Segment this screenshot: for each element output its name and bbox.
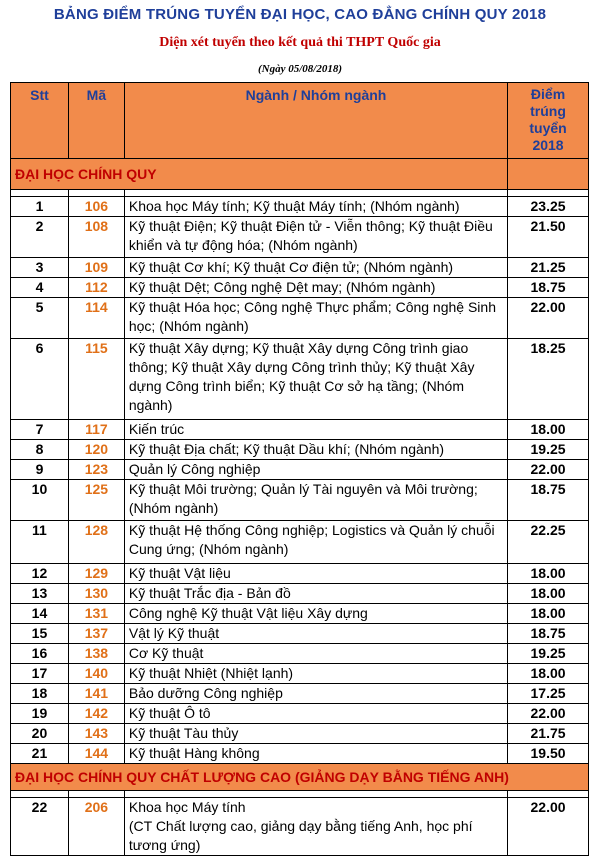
spacer-row [11, 791, 589, 798]
table-row [11, 521, 589, 564]
row-major: Kỹ thuật Ô tô [124, 704, 507, 724]
row-major: Vật lý Kỹ thuật [124, 624, 507, 644]
row-score: 19.25 [508, 440, 589, 460]
spacer-row [11, 190, 589, 197]
row-code: 128 [68, 521, 124, 564]
row-stt: 5 [11, 298, 69, 339]
row-code: 106 [68, 197, 124, 217]
row-score: 18.75 [508, 278, 589, 298]
col-header-diem-line: trúng [530, 103, 566, 119]
row-score: 22.00 [508, 298, 589, 339]
row-code: 125 [68, 480, 124, 521]
row-score: 18.00 [508, 664, 589, 684]
row-stt: 15 [11, 624, 69, 644]
table-row [11, 564, 589, 584]
spacer-cell [11, 190, 69, 197]
col-header-ma: Mã [68, 83, 124, 159]
row-stt: 21 [11, 744, 69, 764]
col-header-diem-line: tuyển [529, 120, 567, 136]
row-major: Kỹ thuật Cơ khí; Kỹ thuật Cơ điện tử; (Nhóm ngành) [124, 258, 507, 278]
row-score: 23.25 [508, 197, 589, 217]
row-code: 143 [68, 724, 124, 744]
row-code: 114 [68, 298, 124, 339]
row-score: 18.75 [508, 480, 589, 521]
table-row [11, 704, 589, 724]
table-row [11, 624, 589, 644]
row-code: 137 [68, 624, 124, 644]
row-major [124, 798, 507, 856]
page-subtitle: Diện xét tuyển theo kết quả thi THPT Quốc gia [159, 35, 441, 50]
row-code: 141 [68, 684, 124, 704]
row-major: Kỹ thuật Hàng không [124, 744, 507, 764]
row-stt: 22 [11, 798, 69, 856]
table-row [11, 584, 589, 604]
section-label: ĐẠI HỌC CHÍNH QUY [11, 159, 508, 190]
row-code: 129 [68, 564, 124, 584]
row-major: Quản lý Công nghiệp [124, 460, 507, 480]
table-row [11, 480, 589, 521]
row-code: 120 [68, 440, 124, 460]
table-row [11, 604, 589, 624]
row-major: Công nghệ Kỹ thuật Vật liệu Xây dựng [124, 604, 507, 624]
table-row [11, 460, 589, 480]
row-code: 112 [68, 278, 124, 298]
row-code: 130 [68, 584, 124, 604]
section-row-high-quality [11, 764, 589, 791]
row-stt: 8 [11, 440, 69, 460]
row-score: 18.00 [508, 420, 589, 440]
row-code: 108 [68, 217, 124, 258]
table-row [11, 440, 589, 460]
spacer-cell [508, 791, 589, 798]
page-date: (Ngày 05/08/2018) [257, 63, 342, 75]
col-header-stt: Stt [11, 83, 69, 159]
col-header-diem-line: Điểm [530, 86, 566, 102]
row-code: 109 [68, 258, 124, 278]
row-code: 206 [68, 798, 124, 856]
row-code: 140 [68, 664, 124, 684]
col-header-nganh: Ngành / Nhóm ngành [124, 83, 507, 159]
row-stt: 17 [11, 664, 69, 684]
spacer-cell [124, 791, 507, 798]
row-major: Khoa học Máy tính; Kỹ thuật Máy tính; (Nhóm ngành) [124, 197, 507, 217]
spacer-cell [508, 190, 589, 197]
row-score: 22.00 [508, 460, 589, 480]
table-row [11, 798, 589, 856]
row-score: 19.25 [508, 644, 589, 664]
row-code: 144 [68, 744, 124, 764]
row-code: 138 [68, 644, 124, 664]
row-score: 21.50 [508, 217, 589, 258]
row-score: 19.50 [508, 744, 589, 764]
row-score: 21.25 [508, 258, 589, 278]
row-stt: 14 [11, 604, 69, 624]
row-code: 123 [68, 460, 124, 480]
row-stt: 11 [11, 521, 69, 564]
row-stt: 2 [11, 217, 69, 258]
spacer-cell [124, 190, 507, 197]
table-row [11, 339, 589, 420]
row-score: 18.25 [508, 339, 589, 420]
score-table [10, 82, 589, 856]
row-major-note: (CT Chất lượng cao, giảng dạy bằng tiếng Anh, học phí tương ứng) [128, 818, 473, 853]
spacer-cell [68, 791, 124, 798]
row-code: 115 [68, 339, 124, 420]
row-stt: 16 [11, 644, 69, 664]
row-major: Cơ Kỹ thuật [124, 644, 507, 664]
spacer-cell [68, 190, 124, 197]
section-label: ĐẠI HỌC CHÍNH QUY CHẤT LƯỢNG CAO (GIẢNG DẠY BẰNG TIẾNG ANH) [11, 764, 589, 791]
row-stt: 1 [11, 197, 69, 217]
section-blank-cell [508, 159, 589, 190]
row-score: 22.25 [508, 521, 589, 564]
table-row [11, 744, 589, 764]
row-stt: 4 [11, 278, 69, 298]
row-major: Kỹ thuật Tàu thủy [124, 724, 507, 744]
row-major: Kỹ thuật Điện; Kỹ thuật Điện tử - Viễn thông; Kỹ thuật Điều khiển và tự động hóa; (Nhóm ngành) [124, 217, 507, 258]
row-major: Bảo dưỡng Công nghiệp [124, 684, 507, 704]
table-row [11, 664, 589, 684]
row-major-line: Khoa học Máy tính [128, 799, 246, 815]
row-stt: 6 [11, 339, 69, 420]
row-score: 18.00 [508, 564, 589, 584]
row-major: Kỹ thuật Trắc địa - Bản đồ [124, 584, 507, 604]
row-stt: 7 [11, 420, 69, 440]
row-score: 22.00 [508, 798, 589, 856]
table-row [11, 217, 589, 258]
section-row-regular [11, 159, 589, 190]
row-major: Kiến trúc [124, 420, 507, 440]
row-stt: 12 [11, 564, 69, 584]
table-row [11, 258, 589, 278]
row-code: 131 [68, 604, 124, 624]
table-row [11, 644, 589, 664]
row-score: 17.25 [508, 684, 589, 704]
row-stt: 3 [11, 258, 69, 278]
row-major: Kỹ thuật Môi trường; Quản lý Tài nguyên và Môi trường; (Nhóm ngành) [124, 480, 507, 521]
table-header-row [11, 83, 589, 159]
row-stt: 18 [11, 684, 69, 704]
row-score: 18.00 [508, 584, 589, 604]
row-major: Kỹ thuật Hệ thống Công nghiệp; Logistics và Quản lý chuỗi Cung ứng; (Nhóm ngành) [124, 521, 507, 564]
table-row [11, 197, 589, 217]
table-row [11, 724, 589, 744]
row-stt: 13 [11, 584, 69, 604]
table-row [11, 298, 589, 339]
table-row [11, 278, 589, 298]
row-major: Kỹ thuật Vật liệu [124, 564, 507, 584]
row-major: Kỹ thuật Hóa học; Công nghệ Thực phẩm; Công nghệ Sinh học; (Nhóm ngành) [124, 298, 507, 339]
row-score: 22.00 [508, 704, 589, 724]
row-code: 142 [68, 704, 124, 724]
table-row [11, 684, 589, 704]
row-major: Kỹ thuật Dệt; Công nghệ Dệt may; (Nhóm ngành) [124, 278, 507, 298]
row-major: Kỹ thuật Nhiệt (Nhiệt lạnh) [124, 664, 507, 684]
row-major: Kỹ thuật Xây dựng; Kỹ thuật Xây dựng Công trình giao thông; Kỹ thuật Xây dựng Công trình thủy; Kỹ thuật Xây dựng Công trình biển; Kỹ thuật Cơ sở hạ tầng; (Nhóm ngành) [124, 339, 507, 420]
row-code: 117 [68, 420, 124, 440]
row-stt: 10 [11, 480, 69, 521]
row-score: 21.75 [508, 724, 589, 744]
col-header-diem [508, 83, 589, 159]
row-score: 18.00 [508, 604, 589, 624]
row-stt: 19 [11, 704, 69, 724]
row-stt: 20 [11, 724, 69, 744]
spacer-cell [11, 791, 69, 798]
col-header-diem-line: 2018 [532, 137, 564, 153]
row-score: 18.75 [508, 624, 589, 644]
row-stt: 9 [11, 460, 69, 480]
table-row [11, 420, 589, 440]
page-title: BẢNG ĐIỂM TRÚNG TUYỂN ĐẠI HỌC, CAO ĐẲNG CHÍNH QUY 2018 [53, 6, 547, 23]
row-major: Kỹ thuật Địa chất; Kỹ thuật Dầu khí; (Nhóm ngành) [124, 440, 507, 460]
